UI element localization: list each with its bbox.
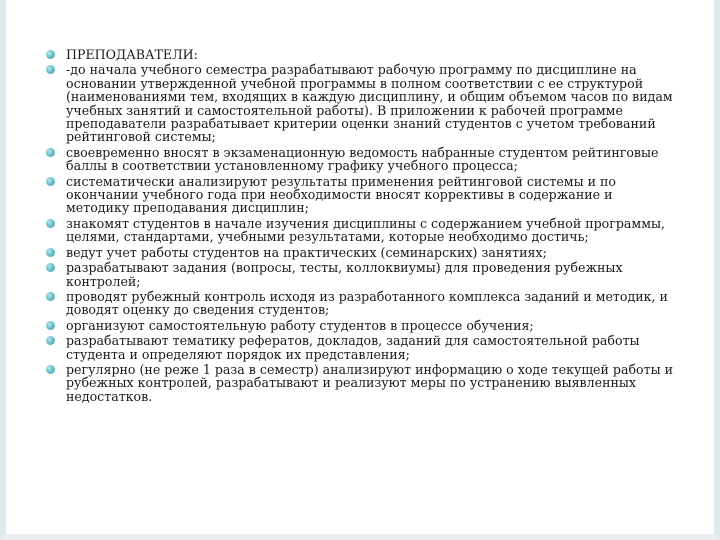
bullet-item xyxy=(46,261,676,288)
bullet-icon xyxy=(46,177,55,186)
bullet-icon xyxy=(46,50,55,59)
bullet-text: регулярно (не реже 1 раза в семестр) анализируют информацию о ходе текущей работы и рубежных контролей, разрабатывают и реализуют меры по устранению выявленных недостатков. xyxy=(66,361,674,404)
bullet-text: -до начала учебного семестра разрабатывают рабочую программу по дисциплине на основании утвержденной учебной программы в полном соответствии с ее структурой (наименованиями тем, входящих в каждую дисциплину, и общим объемом часов по видам учебных занятий и самостоятельной работы). В приложении к рабочей программе преподаватели разрабатывает критерии оценки знаний студентов с учетом требований рейтинговой системы; xyxy=(66,62,673,145)
bullet-item xyxy=(46,63,676,143)
bullet-text: систематически анализируют результаты применения рейтинговой системы и по окончании учебного года при необходимости вносят коррективы в содержание и методику преподавания дисциплин; xyxy=(66,173,616,216)
bullet-item xyxy=(46,146,676,173)
bullet-icon xyxy=(46,263,55,272)
bullet-icon xyxy=(46,219,55,228)
bullet-list xyxy=(46,48,676,403)
bullet-icon xyxy=(46,292,55,301)
bullet-item xyxy=(46,290,676,317)
bullet-text: знакомят студентов в начале изучения дисциплины с содержанием учебной программы, целями, стандартами, учебными результатами, которые необходимо достичь; xyxy=(66,215,666,245)
slide-content xyxy=(46,48,676,405)
bullet-icon xyxy=(46,336,55,345)
bullet-text: разрабатывают тематику рефератов, докладов, заданий для самостоятельной работы студента и определяют порядок их представления; xyxy=(66,333,640,362)
bullet-item xyxy=(46,334,676,361)
bullet-item-heading xyxy=(46,48,676,61)
bullet-item xyxy=(46,363,676,403)
bullet-text: разрабатывают задания (вопросы, тесты, коллоквиумы) для проведения рубежных контролей; xyxy=(66,260,623,289)
bullet-text: организуют самостоятельную работу студентов в процессе обучения; xyxy=(66,317,534,333)
bullet-item xyxy=(46,175,676,215)
bullet-icon xyxy=(46,248,55,257)
bullet-icon xyxy=(46,321,55,330)
bullet-icon xyxy=(46,65,55,74)
bullet-item xyxy=(46,246,676,259)
bullet-icon xyxy=(46,365,55,374)
bullet-icon xyxy=(46,148,55,157)
bullet-item xyxy=(46,217,676,244)
bullet-text: ведут учет работы студентов на практических (семинарских) занятиях; xyxy=(66,244,547,260)
bullet-text: ПРЕПОДАВАТЕЛИ: xyxy=(66,47,198,62)
bullet-item xyxy=(46,319,676,332)
bullet-text: проводят рубежный контроль исходя из разработанного комплекса заданий и методик, и доводят оценку до сведения студентов; xyxy=(66,288,668,318)
bullet-text: своевременно вносят в экзаменационную ведомость набранные студентом рейтинговые баллы в соответствии установленному графику учебного процесса; xyxy=(66,144,659,174)
